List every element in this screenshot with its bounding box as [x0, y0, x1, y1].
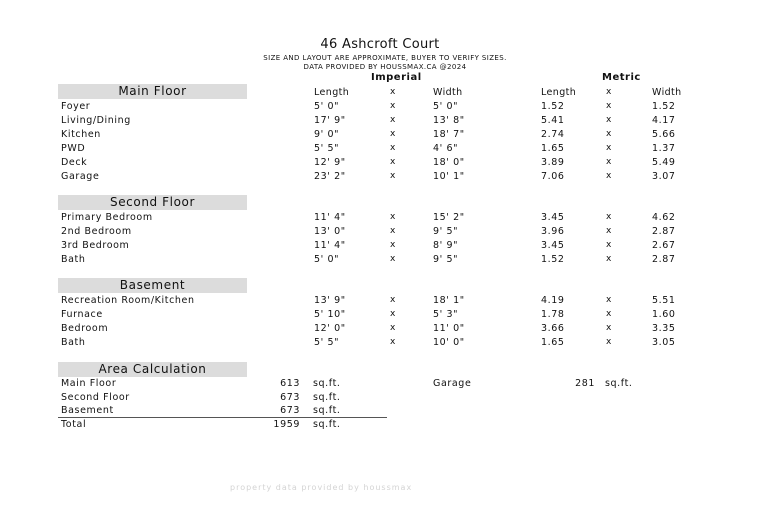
- room-name: Bath: [61, 254, 86, 265]
- metric-width: 5.51: [652, 295, 676, 306]
- imperial-length: 13' 9": [314, 295, 346, 306]
- times-sign: x: [606, 143, 612, 153]
- area-label-basement: Basement: [61, 405, 114, 416]
- times-sign: x: [606, 115, 612, 125]
- imperial-width: 4' 6": [433, 143, 459, 154]
- metric-width: 5.49: [652, 157, 676, 168]
- metric-length: 2.74: [541, 129, 565, 140]
- area-unit: sq.ft.: [313, 378, 341, 389]
- times-sign: x: [606, 254, 612, 264]
- times-sign: x: [390, 157, 396, 167]
- metric-length: 1.52: [541, 101, 565, 112]
- area-value-second-floor: 673: [280, 392, 300, 403]
- metric-length: 3.45: [541, 240, 565, 251]
- room-name: Recreation Room/Kitchen: [61, 295, 195, 306]
- room-name: Garage: [61, 171, 100, 182]
- area-value-main-floor: 613: [280, 378, 300, 389]
- imperial-width: 18' 7": [433, 129, 465, 140]
- room-name: 3rd Bedroom: [61, 240, 130, 251]
- imperial-length: 12' 0": [314, 323, 346, 334]
- metric-width: 4.62: [652, 212, 676, 223]
- room-name: Foyer: [61, 101, 91, 112]
- area-label-main-floor: Main Floor: [61, 378, 117, 389]
- times-sign: x: [390, 101, 396, 111]
- imperial-width: 11' 0": [433, 323, 465, 334]
- times-sign: x: [606, 129, 612, 139]
- times-sign: x: [390, 115, 396, 125]
- metric-length-header: Length: [541, 87, 577, 98]
- metric-width: 5.66: [652, 129, 676, 140]
- area-label-second-floor: Second Floor: [61, 392, 130, 403]
- room-name: Living/Dining: [61, 115, 131, 126]
- imperial-length: 11' 4": [314, 240, 346, 251]
- metric-length: 1.78: [541, 309, 565, 320]
- times-sign: x: [606, 101, 612, 111]
- times-sign: x: [390, 87, 396, 97]
- imperial-length: 5' 0": [314, 254, 340, 265]
- imperial-length: 5' 5": [314, 143, 340, 154]
- metric-length: 3.66: [541, 323, 565, 334]
- area-value-basement: 673: [280, 405, 300, 416]
- times-sign: x: [390, 337, 396, 347]
- metric-length: 4.19: [541, 295, 565, 306]
- imperial-length: 5' 5": [314, 337, 340, 348]
- area-value-total: 1959: [273, 419, 300, 430]
- times-sign: x: [606, 323, 612, 333]
- times-sign: x: [606, 240, 612, 250]
- metric-width: 1.37: [652, 143, 676, 154]
- metric-length: 3.96: [541, 226, 565, 237]
- metric-width: 1.52: [652, 101, 676, 112]
- section-second-floor-heading: Second Floor: [58, 195, 247, 210]
- page-title: 46 Ashcroft Court: [320, 37, 440, 52]
- imperial-width: 10' 1": [433, 171, 465, 182]
- disclaimer-size: SIZE AND LAYOUT ARE APPROXIMATE, BUYER TO VERIFY SIZES.: [263, 54, 507, 62]
- times-sign: x: [390, 295, 396, 305]
- room-name: Bedroom: [61, 323, 109, 334]
- metric-width-header: Width: [652, 87, 682, 98]
- imperial-width: 18' 1": [433, 295, 465, 306]
- times-sign: x: [606, 171, 612, 181]
- metric-width: 4.17: [652, 115, 676, 126]
- imperial-width: 18' 0": [433, 157, 465, 168]
- area-unit: sq.ft.: [313, 419, 341, 430]
- metric-length: 3.89: [541, 157, 565, 168]
- imperial-length: 5' 0": [314, 101, 340, 112]
- imperial-width: 5' 0": [433, 101, 459, 112]
- times-sign: x: [390, 309, 396, 319]
- metric-length: 1.65: [541, 337, 565, 348]
- metric-length: 7.06: [541, 171, 565, 182]
- metric-width: 2.87: [652, 226, 676, 237]
- imperial-length-header: Length: [314, 87, 350, 98]
- section-main-floor-heading: Main Floor: [58, 84, 247, 99]
- imperial-length: 12' 9": [314, 157, 346, 168]
- times-sign: x: [606, 309, 612, 319]
- imperial-length: 11' 4": [314, 212, 346, 223]
- imperial-width: 8' 9": [433, 240, 459, 251]
- times-sign: x: [606, 295, 612, 305]
- area-unit: sq.ft.: [313, 392, 341, 403]
- area-calculation-heading: Area Calculation: [58, 362, 247, 377]
- metric-length: 1.52: [541, 254, 565, 265]
- room-name: PWD: [61, 143, 86, 154]
- times-sign: x: [606, 212, 612, 222]
- times-sign: x: [390, 143, 396, 153]
- times-sign: x: [390, 171, 396, 181]
- imperial-width: 13' 8": [433, 115, 465, 126]
- room-name: Bath: [61, 337, 86, 348]
- watermark: property data provided by houssmax: [230, 483, 413, 492]
- metric-length: 1.65: [541, 143, 565, 154]
- times-sign: x: [606, 337, 612, 347]
- room-name: Primary Bedroom: [61, 212, 153, 223]
- total-divider: [58, 417, 387, 418]
- times-sign: x: [390, 240, 396, 250]
- room-name: 2nd Bedroom: [61, 226, 132, 237]
- times-sign: x: [606, 157, 612, 167]
- imperial-width: 5' 3": [433, 309, 459, 320]
- times-sign: x: [390, 226, 396, 236]
- metric-length: 3.45: [541, 212, 565, 223]
- times-sign: x: [606, 226, 612, 236]
- metric-width: 2.67: [652, 240, 676, 251]
- imperial-length: 9' 0": [314, 129, 340, 140]
- imperial-length: 13' 0": [314, 226, 346, 237]
- imperial-length: 17' 9": [314, 115, 346, 126]
- metric-width: 3.05: [652, 337, 676, 348]
- metric-width: 3.35: [652, 323, 676, 334]
- area-unit: sq.ft.: [605, 378, 633, 389]
- times-sign: x: [390, 254, 396, 264]
- room-name: Kitchen: [61, 129, 101, 140]
- metric-width: 3.07: [652, 171, 676, 182]
- area-value-garage: 281: [575, 378, 595, 389]
- room-name: Deck: [61, 157, 88, 168]
- imperial-width: 9' 5": [433, 254, 459, 265]
- times-sign: x: [390, 129, 396, 139]
- imperial-width-header: Width: [433, 87, 463, 98]
- area-unit: sq.ft.: [313, 405, 341, 416]
- metric-heading: Metric: [602, 72, 641, 83]
- area-label-garage: Garage: [433, 378, 472, 389]
- metric-width: 2.87: [652, 254, 676, 265]
- section-basement-heading: Basement: [58, 278, 247, 293]
- disclaimer-source: DATA PROVIDED BY HOUSSMAX.CA @2024: [303, 63, 467, 71]
- area-label-total: Total: [61, 419, 87, 430]
- imperial-width: 15' 2": [433, 212, 465, 223]
- imperial-length: 23' 2": [314, 171, 346, 182]
- imperial-width: 10' 0": [433, 337, 465, 348]
- times-sign: x: [390, 212, 396, 222]
- metric-width: 1.60: [652, 309, 676, 320]
- imperial-width: 9' 5": [433, 226, 459, 237]
- room-name: Furnace: [61, 309, 103, 320]
- times-sign: x: [606, 87, 612, 97]
- imperial-length: 5' 10": [314, 309, 346, 320]
- imperial-heading: Imperial: [371, 72, 422, 83]
- metric-length: 5.41: [541, 115, 565, 126]
- times-sign: x: [390, 323, 396, 333]
